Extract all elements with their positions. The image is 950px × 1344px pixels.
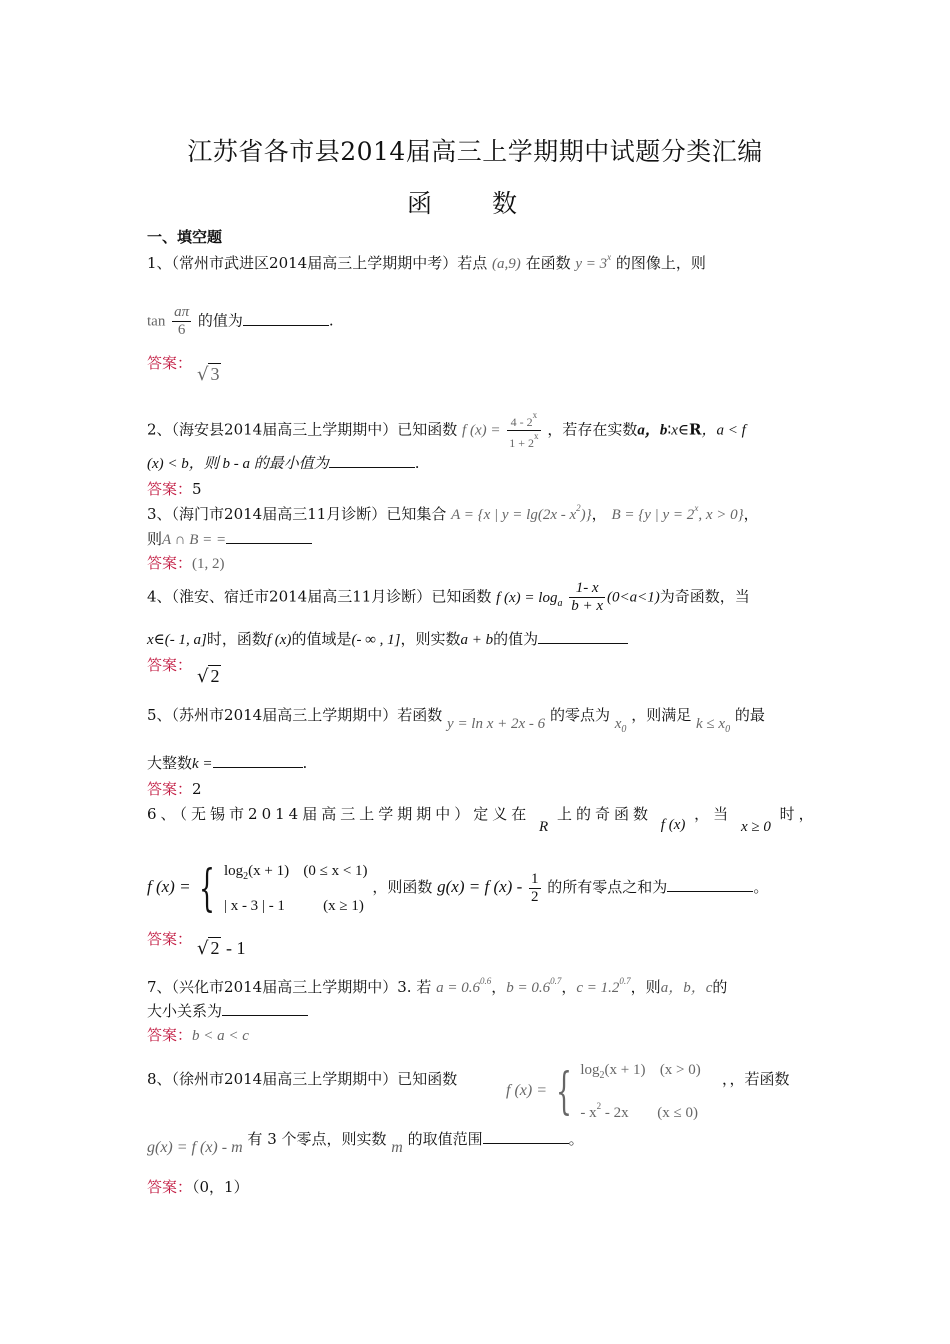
- point-expr: (a,9): [492, 256, 521, 272]
- question-8-line-2: g(x) = f (x) - m 有 3 个零点，则实数 m 的取值范围 。: [147, 1130, 584, 1156]
- question-8: 8、（徐州市2014届高三上学期期中）已知函数: [147, 1070, 458, 1088]
- question-8-piecewise: f (x) = { $\log_2(x + 1)$ (x > 0) - $x^2 - 2x$ (x ≤ 0): [506, 1062, 701, 1121]
- piecewise-cases: $\log_2(x + 1)$ (0 ≤ x < 1) | x - 3 | - 1 (x ≥ 1): [223, 863, 368, 914]
- question-5: 5、（苏州市2014届高三上学期期中）若函数 y = ln x + 2x - 6 的零点为 $x_0$ ，则满足 $k \le x_0$ 的最: [147, 706, 765, 735]
- question-5-line-2: 大整数k = .: [147, 754, 308, 772]
- answer-4-value: √ 2: [197, 666, 220, 687]
- answer-7: 答案：b < a < c: [147, 1026, 249, 1044]
- answer-1-value: √ 3: [197, 364, 220, 385]
- question-4: 4、（淮安、宿迁市2014届高三11月诊断）已知函数 f $(x) = \log_a$ $\frac{1- x}{b + x}$ (0<a<1)为奇函数，当: [147, 580, 750, 614]
- answer-blank: [329, 453, 415, 468]
- question-7-line-2: 大小关系为: [147, 1000, 308, 1021]
- fraction: $\frac{a\pi}{6}$: [174, 304, 190, 338]
- answer-blank: [226, 529, 312, 544]
- answer-6: 答案：: [147, 930, 193, 948]
- question-2-line-2: (x) < b，则 b - a 的最小值为 .: [147, 454, 420, 472]
- answer-4: 答案：: [147, 656, 193, 674]
- question-7: 7、（兴化市2014届高三上学期期中）3. 若 $a = 0.6^{0.6}$，$b = 0.6^{0.7}$，$c = 1.2^{0.7}$，则a，b，c的: [147, 976, 728, 996]
- fraction: $\frac{1}{2}$: [531, 870, 539, 905]
- question-8-tail: ，，若函数: [722, 1070, 790, 1088]
- question-6-line-2: f (x) = { $\log_2(x + 1)$ (0 ≤ x < 1) | x - 3 | - 1 (x ≥ 1) ，则函数 g(x) = f (x) - $\frac{1}{2}$ 的所有零点之和为 。: [147, 856, 768, 920]
- question-4-line-2: x∈(- 1, a]时，函数f (x)的值域是(- ∞ , 1]，则实数a + b的值为: [147, 628, 628, 649]
- fraction: $\frac{1- x}{b + x}$: [571, 580, 604, 614]
- answer-3: 答案：(1, 2): [147, 554, 225, 572]
- answer-2: 答案：5: [147, 480, 202, 498]
- section-heading: 一、填空题: [147, 228, 223, 246]
- question-3-line-2: 则A ∩ B = =: [147, 528, 312, 549]
- answer-blank: [213, 753, 303, 768]
- question-1-line-2: tan $\frac{a\pi}{6}$ 的值为 .: [147, 304, 334, 338]
- answer-blank: [483, 1129, 569, 1144]
- answer-5: 答案：2: [147, 780, 202, 798]
- document-subtitle: 函 数: [407, 189, 543, 218]
- answer-blank: [222, 1001, 308, 1016]
- question-3: 3、（海门市2014届高三11月诊断）已知集合 A = {x | $y = \lg(2x - x^2)$}， B = {y | $y = 2^x$, x > 0}，: [147, 503, 759, 523]
- answer-6-value: √ 2 - 1: [197, 938, 246, 959]
- answer-1: 答案：: [147, 354, 193, 372]
- answer-blank: [538, 629, 628, 644]
- fraction: $\frac{4 - 2^x}{1 + 2^x}$: [509, 410, 539, 450]
- document-title: 江苏省各市县2014届高三上学期期中试题分类汇编: [187, 137, 763, 166]
- answer-blank: [667, 877, 753, 892]
- function-expr: $y = 3^x$: [575, 252, 612, 272]
- answer-8: 答案：（0，1）: [147, 1178, 249, 1196]
- answer-blank: [243, 311, 329, 326]
- question-2: 2、（海安县2014届高三上学期期中）已知函数 f (x) = $\frac{4 - 2^x}{1 + 2^x}$ ，若存在实数a，b∶x∈R，a < f: [147, 410, 746, 450]
- question-6: 6、（无锡市2014届高三上学期期中）定义在 R 上的奇函数 f (x) ，当 x ≥ 0 时，: [147, 805, 818, 835]
- question-1: 1、（常州市武进区2014届高三上学期期中考）若点 (a,9) 在函数 $y = 3^x$ 的图像上，则: [147, 252, 706, 272]
